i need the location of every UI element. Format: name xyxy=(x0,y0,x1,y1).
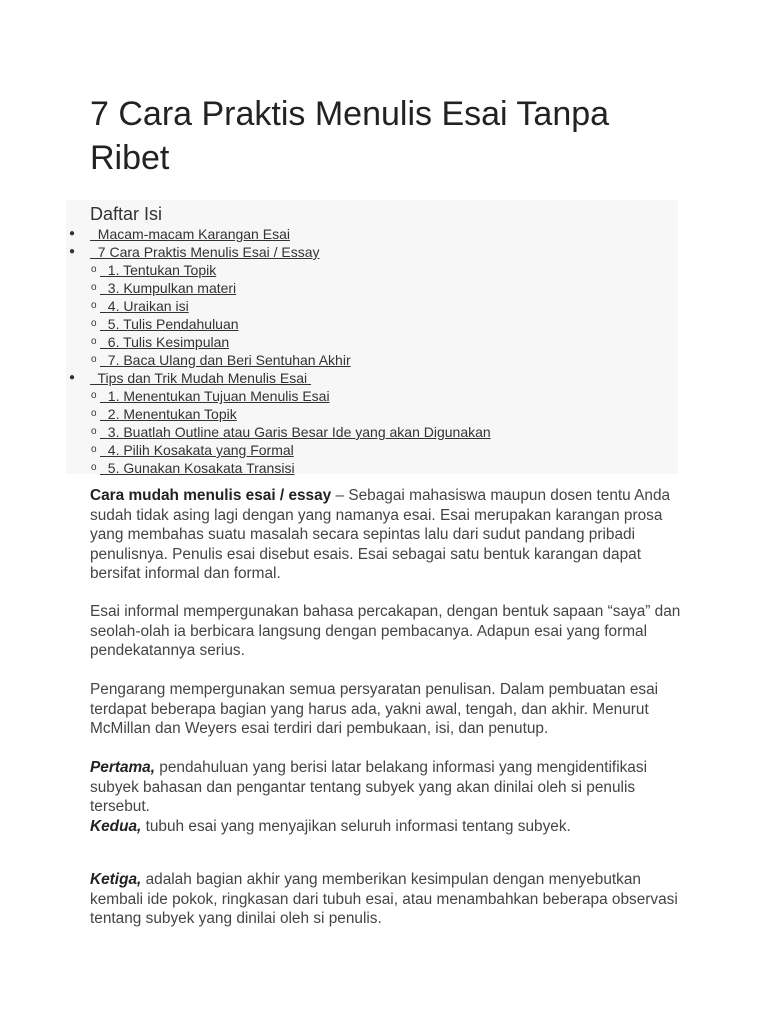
toc-heading: Daftar Isi xyxy=(90,204,163,224)
toc-subitem xyxy=(66,441,678,459)
toc-subitem xyxy=(66,459,678,477)
toc-link[interactable]: 7. Baca Ulang dan Beri Sentuhan Akhir xyxy=(100,352,351,368)
first-part-lead: Pertama, xyxy=(90,759,156,776)
intro-paragraph xyxy=(90,486,690,584)
article-title: 7 Cara Praktis Menulis Esai Tanpa Ribet xyxy=(90,95,610,177)
circle-bullet-icon: o xyxy=(91,462,97,473)
toc-subitem xyxy=(66,423,678,441)
circle-bullet-icon: o xyxy=(91,264,97,275)
informal-essay-text: Esai informal mempergunakan bahasa percakapan, dengan bentuk sapaan “saya” dan seolah-olah ia berbicara langsung dengan pembacanya. Adapun esai yang formal pendekatannya serius. xyxy=(90,603,681,659)
circle-bullet-icon: o xyxy=(91,300,97,311)
bullet-icon: ● xyxy=(69,228,76,239)
informal-essay-paragraph xyxy=(90,602,690,661)
toc-link[interactable]: 1. Menentukan Tujuan Menulis Esai xyxy=(100,388,330,404)
toc-link[interactable]: 7 Cara Praktis Menulis Esai / Essay xyxy=(90,244,320,260)
toc-link[interactable]: Macam-macam Karangan Esai xyxy=(90,226,290,242)
third-part-lead: Ketiga, xyxy=(90,871,142,888)
intro-lead: Cara mudah menulis esai / essay xyxy=(90,487,332,504)
toc-list xyxy=(66,225,678,477)
toc-subitem xyxy=(66,261,678,279)
toc-link[interactable]: 5. Gunakan Kosakata Transisi xyxy=(100,460,295,476)
circle-bullet-icon: o xyxy=(91,354,97,365)
bullet-icon: ● xyxy=(69,246,76,257)
essay-structure-paragraph xyxy=(90,680,690,739)
toc-link[interactable]: 3. Buatlah Outline atau Garis Besar Ide yang akan Digunakan xyxy=(100,424,491,440)
toc-link[interactable]: 5. Tulis Pendahuluan xyxy=(100,316,239,332)
second-part-text: tubuh esai yang menyajikan seluruh informasi tentang subyek. xyxy=(141,817,571,835)
toc-subitem xyxy=(66,333,678,351)
toc-subitem xyxy=(66,279,678,297)
toc-link[interactable]: Tips dan Trik Mudah Menulis Esai xyxy=(90,370,311,386)
essay-structure-text: Pengarang mempergunakan semua persyaratan penulisan. Dalam pembuatan esai terdapat beberapa bagian yang harus ada, yakni awal, tengah, dan akhir. Menurut McMillan dan Weyers esai terdiri dari pembukaan, isi, dan penutup. xyxy=(90,681,659,737)
toc-link[interactable]: 4. Uraikan isi xyxy=(100,298,189,314)
toc-link[interactable]: 4. Pilih Kosakata yang Formal xyxy=(100,442,294,458)
toc-link[interactable]: 3. Kumpulkan materi xyxy=(100,280,237,296)
second-part-lead: Kedua, xyxy=(90,817,142,835)
toc-link[interactable]: 6. Tulis Kesimpulan xyxy=(100,334,230,350)
toc-item xyxy=(66,225,678,243)
table-of-contents xyxy=(66,200,678,474)
circle-bullet-icon: o xyxy=(91,318,97,329)
toc-subitem xyxy=(66,315,678,333)
toc-subitem xyxy=(66,297,678,315)
circle-bullet-icon: o xyxy=(91,336,97,347)
third-part-paragraph xyxy=(90,870,690,929)
toc-item xyxy=(66,369,678,387)
intro-text: – Sebagai mahasiswa maupun dosen tentu Anda sudah tidak asing lagi dengan yang namanya esai. Esai merupakan karangan prosa yang membahas suatu masalah secara sepintas lalu dari sudut pandang pribadi penulisnya. Penulis esai disebut esais. Esai sebagai satu bentuk karangan dapat bersifat informal dan formal. xyxy=(90,487,671,582)
toc-subitem xyxy=(66,405,678,423)
first-part-paragraph xyxy=(90,758,690,836)
bullet-icon: ● xyxy=(69,372,76,383)
circle-bullet-icon: o xyxy=(91,426,97,437)
toc-link[interactable]: 1. Tentukan Topik xyxy=(100,262,217,278)
circle-bullet-icon: o xyxy=(91,282,97,293)
toc-subitem xyxy=(66,387,678,405)
third-part-text: adalah bagian akhir yang memberikan kesimpulan dengan menyebutkan kembali ide pokok, ringkasan dari tubuh esai, atau menambahkan beberapa observasi tentang subyek yang dinilai oleh si penulis. xyxy=(90,871,678,927)
toc-link[interactable]: 2. Menentukan Topik xyxy=(100,406,237,422)
circle-bullet-icon: o xyxy=(91,408,97,419)
first-part-text: pendahuluan yang berisi latar belakang informasi yang mengidentifikasi subyek bahasan dan pengantar tentang subyek yang akan dinilai oleh si penulis tersebut. xyxy=(90,759,647,815)
toc-item xyxy=(66,243,678,261)
toc-subitem xyxy=(66,351,678,369)
circle-bullet-icon: o xyxy=(91,444,97,455)
circle-bullet-icon: o xyxy=(91,390,97,401)
